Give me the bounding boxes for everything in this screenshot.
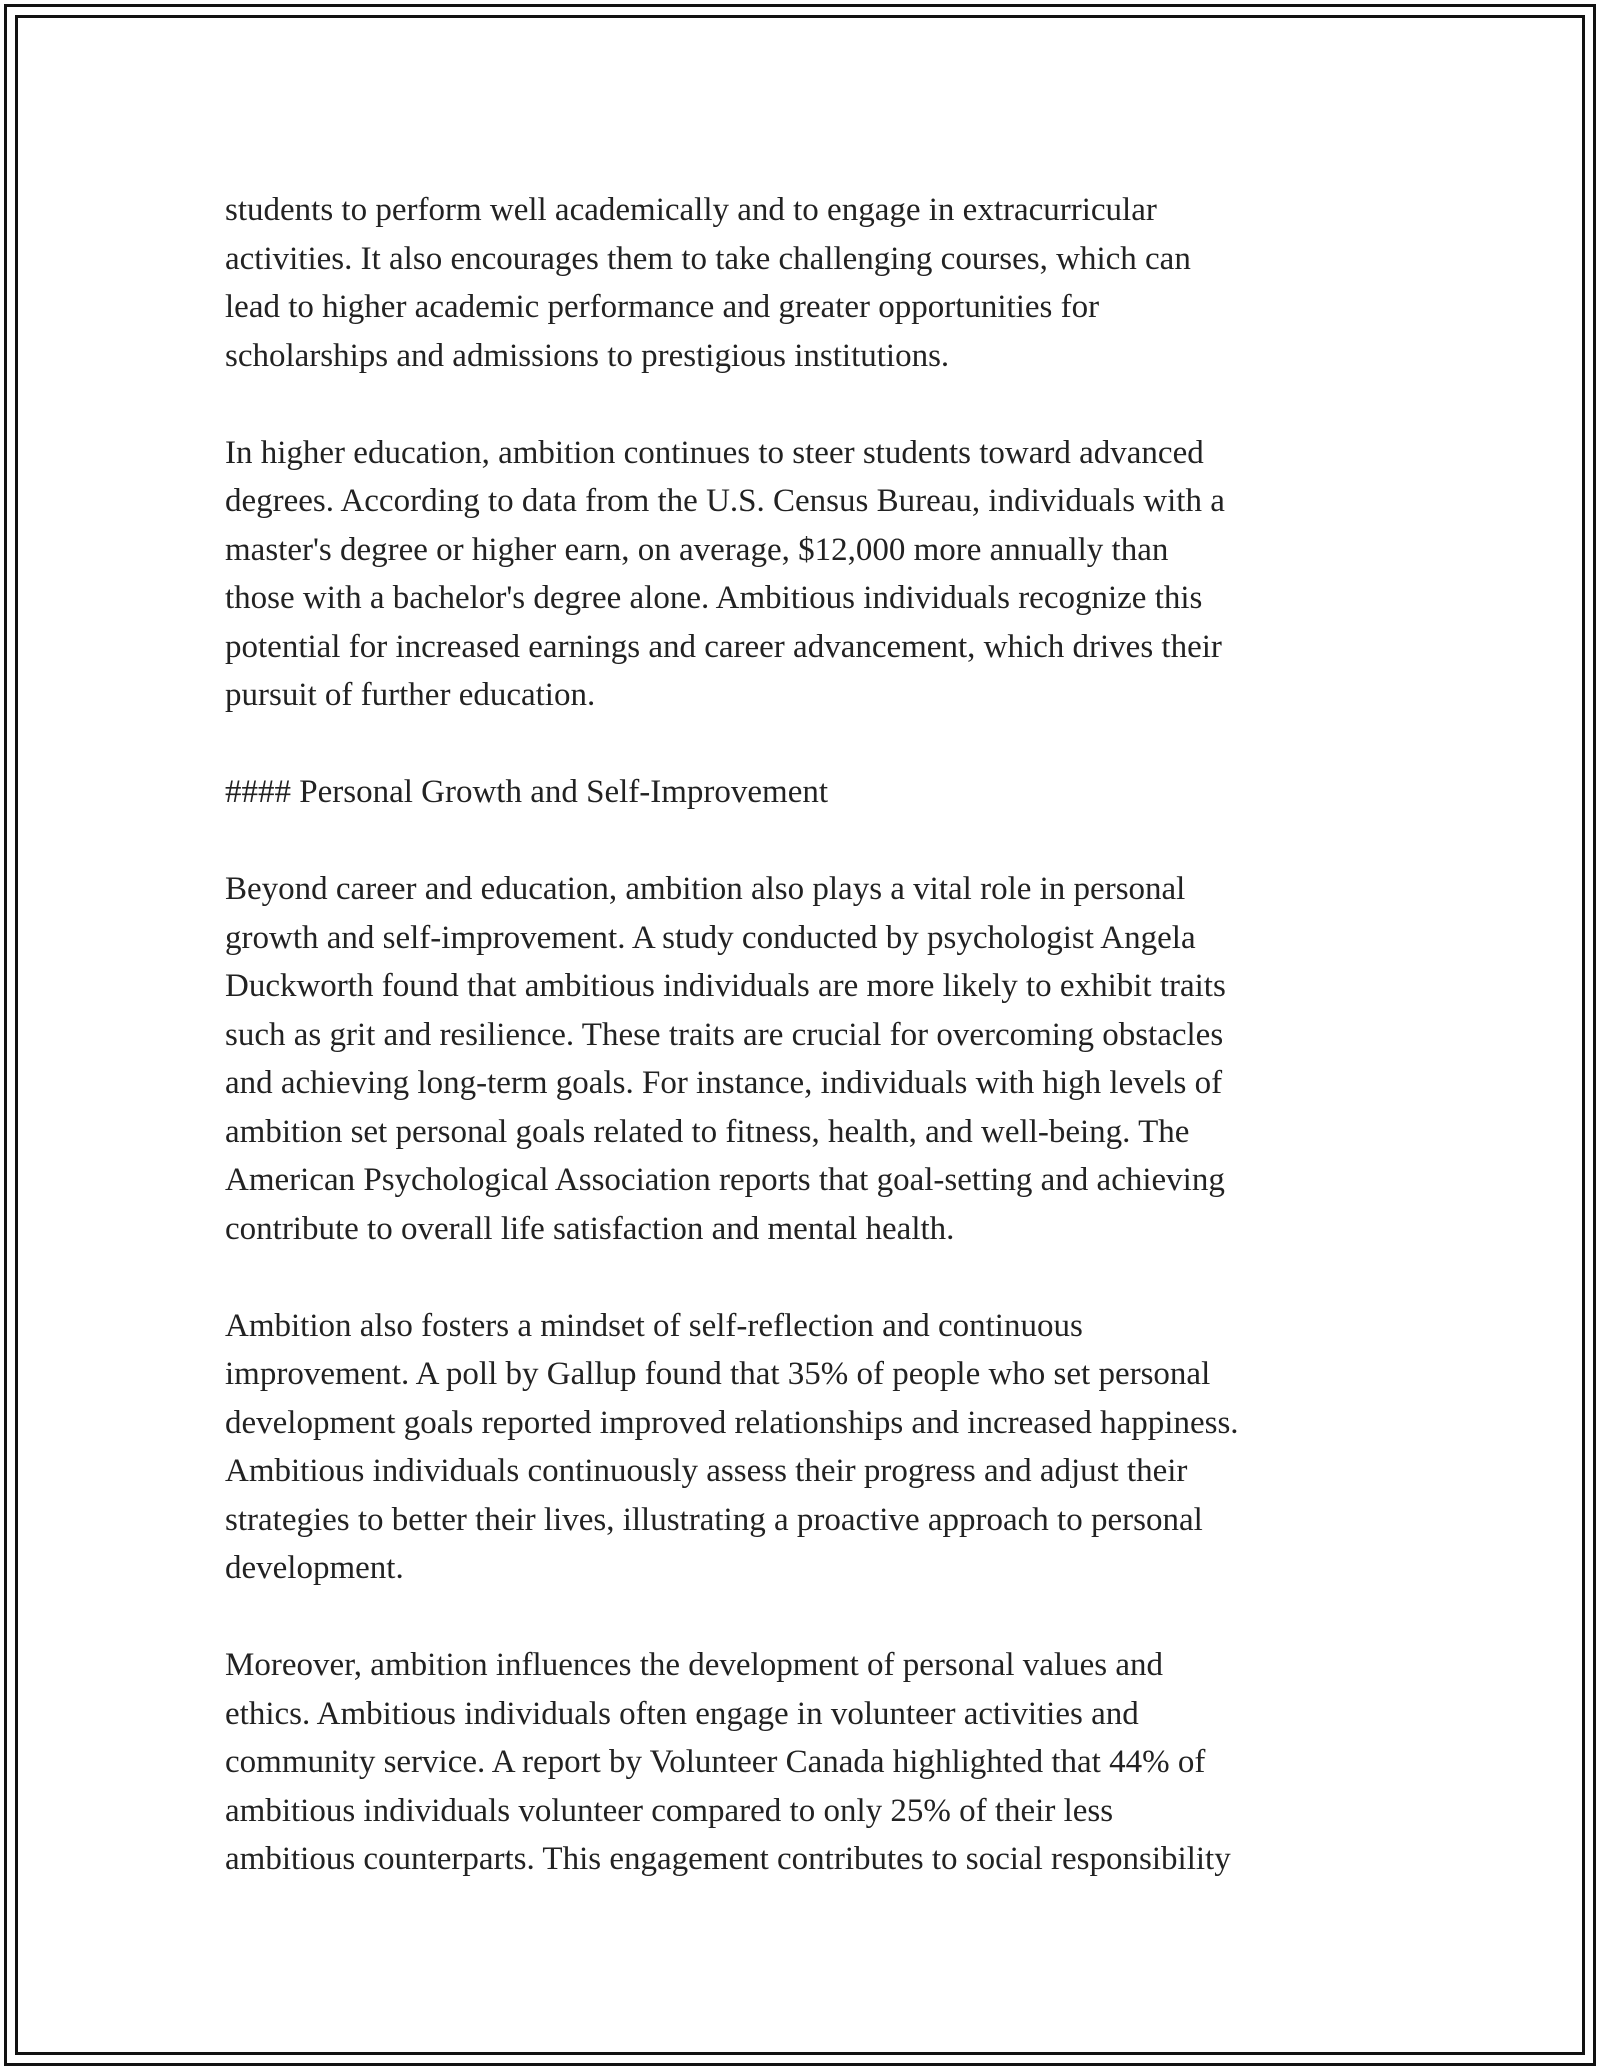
text-line: improvement. A poll by Gallup found that 35% of people who set personal (225, 1356, 1211, 1392)
heading-line: #### Personal Growth and Self-Improvement (225, 774, 829, 810)
text-line: Duckworth found that ambitious individuals are more likely to exhibit traits (225, 968, 1226, 1004)
text-line: Ambitious individuals continuously assess their progress and adjust their (225, 1453, 1188, 1489)
document-body (225, 186, 1395, 1932)
text-line: growth and self-improvement. A study conducted by psychologist Angela (225, 919, 1196, 956)
text-line: such as grit and resilience. These traits are crucial for overcoming obstacles (225, 1016, 1224, 1053)
text-line: contribute to overall life satisfaction and mental health. (225, 1210, 955, 1247)
paragraph (225, 186, 1395, 380)
text-line: ambitious counterparts. This engagement contributes to social responsibility (225, 1841, 1231, 1877)
text-line: and achieving long-term goals. For instance, individuals with high levels of (225, 1065, 1223, 1101)
text-line: ethics. Ambitious individuals often engage in volunteer activities and (225, 1695, 1139, 1732)
text-line: American Psychological Association reports that goal-setting and achieving (225, 1162, 1225, 1198)
section-heading (225, 768, 1395, 817)
text-line: master's degree or higher earn, on average, $12,000 more annually than (225, 531, 1169, 568)
paragraph (225, 1641, 1395, 1884)
text-line: community service. A report by Volunteer Canada highlighted that 44% of (225, 1744, 1206, 1780)
text-line: those with a bachelor's degree alone. Ambitious individuals recognize this (225, 580, 1203, 616)
text-line: degrees. According to data from the U.S. Census Bureau, individuals with a (225, 483, 1225, 519)
text-line: development goals reported improved relationships and increased happiness. (225, 1404, 1239, 1441)
text-line: Moreover, ambition influences the development of personal values and (225, 1647, 1163, 1683)
text-line: potential for increased earnings and career advancement, which drives their (225, 628, 1222, 665)
text-line: pursuit of further education. (225, 677, 596, 713)
text-line: ambition set personal goals related to fitness, health, and well-being. The (225, 1113, 1190, 1150)
text-line: scholarships and admissions to prestigious institutions. (225, 337, 950, 374)
text-line: ambitious individuals volunteer compared to only 25% of their less (225, 1792, 1114, 1829)
paragraph (225, 1302, 1395, 1593)
text-line: strategies to better their lives, illustrating a proactive approach to personal (225, 1501, 1203, 1538)
paragraph (225, 429, 1395, 720)
text-line: Beyond career and education, ambition also plays a vital role in personal (225, 871, 1186, 907)
paragraph (225, 865, 1395, 1253)
text-line: In higher education, ambition continues to steer students toward advanced (225, 434, 1204, 471)
text-line: activities. It also encourages them to take challenging courses, which can (225, 240, 1191, 277)
text-line: development. (225, 1550, 404, 1586)
text-line: Ambition also fosters a mindset of self-reflection and continuous (225, 1307, 1083, 1344)
text-line: lead to higher academic performance and greater opportunities for (225, 289, 1100, 325)
text-line: students to perform well academically and to engage in extracurricular (225, 192, 1157, 228)
